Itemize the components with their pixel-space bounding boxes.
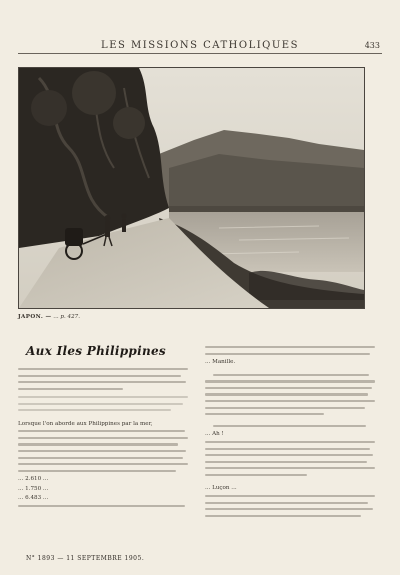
- left-paragraph-start: Lorsque l'on aborde aux Philippines par la mer,: [18, 420, 153, 427]
- photo-caption: [18, 314, 372, 321]
- right-fragment-3: ... Luçon ...: [205, 485, 237, 492]
- article-column-right: [205, 346, 375, 521]
- left-number-fragment-3: ... 6.483 ...: [18, 495, 49, 502]
- caption-text: ... p. 427.: [53, 314, 81, 320]
- right-fragment-2: ... Ah !: [205, 431, 224, 438]
- photograph-rickshaw-lakeside-road-icon: [19, 68, 364, 308]
- photograph: [18, 67, 365, 309]
- left-number-fragment-1: ... 2.610 ...: [18, 476, 49, 483]
- right-fragment-1: ... Manille.: [205, 359, 236, 366]
- header-rule: [18, 53, 382, 54]
- running-head: LES MISSIONS CATHOLIQUES: [101, 40, 299, 51]
- article-title: Aux Iles Philippines: [26, 344, 166, 358]
- page-number: 433: [364, 41, 380, 50]
- article-column-left: [18, 368, 188, 512]
- article-intro: [18, 368, 188, 390]
- left-number-fragment-2: ... 1.750 ...: [18, 485, 49, 492]
- caption-lead: JAPON. —: [18, 314, 52, 320]
- issue-footer: N° 1893 — 11 SEPTEMBRE 1905.: [26, 555, 145, 562]
